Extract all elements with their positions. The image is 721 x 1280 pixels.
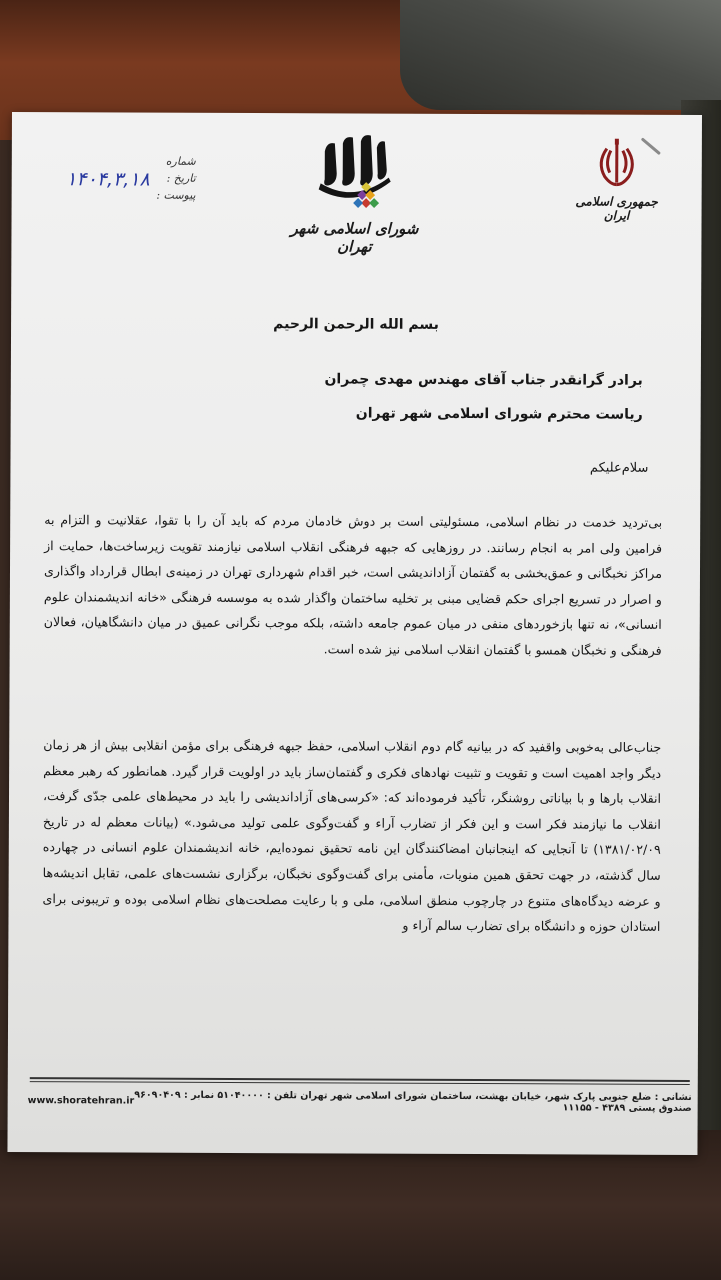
attachment-label: پیوست : — [156, 188, 196, 202]
council-name: شورای اسلامی شهر تهران — [290, 219, 419, 256]
number-label: شماره — [165, 154, 196, 168]
letter-page — [7, 112, 702, 1155]
dark-object-background — [400, 0, 721, 110]
republic-name: جمهوری اسلامی ایران — [575, 194, 658, 223]
letter-meta — [46, 152, 196, 204]
greeting: سلام‌علیکم — [589, 460, 649, 476]
footer-website: www.shoratehran.ir — [27, 1094, 135, 1107]
date-row — [46, 167, 196, 191]
council-logo — [279, 133, 430, 274]
republic-emblem-icon — [593, 139, 641, 191]
recipient-line-2: ریاست محترم شورای اسلامی شهر تهران — [355, 405, 643, 423]
body-paragraph-1: بی‌تردید خدمت در نظام اسلامی، مسئولیتی است بر دوش خادمان مردم که باید آن را با تقوا، عقلانیت و التزام به فرامین ولی امر به انجام رسانند. در روزهایی که جبهه فرهنگی انقلاب اسلامی نیازمند تقویت زیرساخت‌ها، حمایت از مراکز نخبگانی و عمق‌بخشی به گفتمان آزاداندیشی است، خبر اقدام شهرداری تهران در زمینه‌ی ابطال قرارداد واگذاری و اصرار در تسریع اجرای حکم قضایی مبنی بر تخلیه ساختمان واگذار شده به موسسه فرهنگی «خانه اندیشمندان علوم انسانی»، نه تنها بازخوردهای منفی در میان عموم جامعه داشته، بلکه موجب نگرانی عمیق در میان دانشگاهیان، فعالان فرهنگی و نخبگان همسو با گفتمان انقلاب اسلامی نیز شده است. — [43, 512, 663, 658]
footer-rule-thin — [30, 1081, 690, 1085]
letterhead-footer — [28, 1089, 692, 1114]
date-value: ۱۴۰۴,۳,۱۸ — [66, 167, 150, 191]
council-emblem-icon — [315, 133, 395, 215]
footer-address: نشانی : ضلع جنوبی پارک شهر، خیابان بهشت، ساختمان شورای اسلامی شهر تهران تلفن : ۵۱۰۴۰۰۰۰ نمابر : ۹۶۰۹۰۴۰۹ صندوق پستی ۴۳۸۹ - ۱۱۱۵۵ — [134, 1089, 692, 1114]
basmala-heading: بسم الله الرحمن الرحیم — [273, 316, 439, 333]
body-paragraph-2: جناب‌عالی به‌خوبی واقفید که در بیانیه گام دوم انقلاب اسلامی، حفظ جبهه فرهنگی برای مؤمن انقلابی بیش از هر زمان دیگر واجد اهمیت است و تقویت و تثبیت نهادهای فکری و گفتمان‌ساز باید در اولویت قرار گیرد. همانطور که رهبر معظم انقلاب بارها و با بیاناتی روشنگر، تأکید فرموده‌اند که: «کرسی‌های آزاداندیشی را باید در محیط‌های علمی جدّی گرفت، انقلاب ما نیازمند فکر است و این فکر از تضارب آراء و گفت‌وگوی علمی تولید می‌شود.» (بیانات معظم له در تاریخ ۱۳۸۱/۰۲/۰۹) تا آنجایی که اینجانبان امضاکنندگان این نامه تحقیق نموده‌ایم، خانه اندیشمندان علوم انسانی در چهارده سال گذشته، در جهت تحقق همین منویات، مأمنی برای گفت‌وگوی نخبگان، برگزاری نشست‌های علمی، تقابل اندیشه‌ها و عرضه دیدگاه‌های متنوع در چارچوب منطق اسلامی، ملی و با رعایت مصلحت‌های نظام اسلامی بوده و تریبونی برای استادان حوزه و دانشگاه برای تضارب سالم آراء و — [42, 737, 662, 934]
recipient-line-1: برادر گرانقدر جناب آقای مهندس مهدی چمران — [324, 371, 643, 389]
republic-emblem-block — [572, 138, 662, 222]
date-label: تاریخ : — [166, 171, 196, 185]
